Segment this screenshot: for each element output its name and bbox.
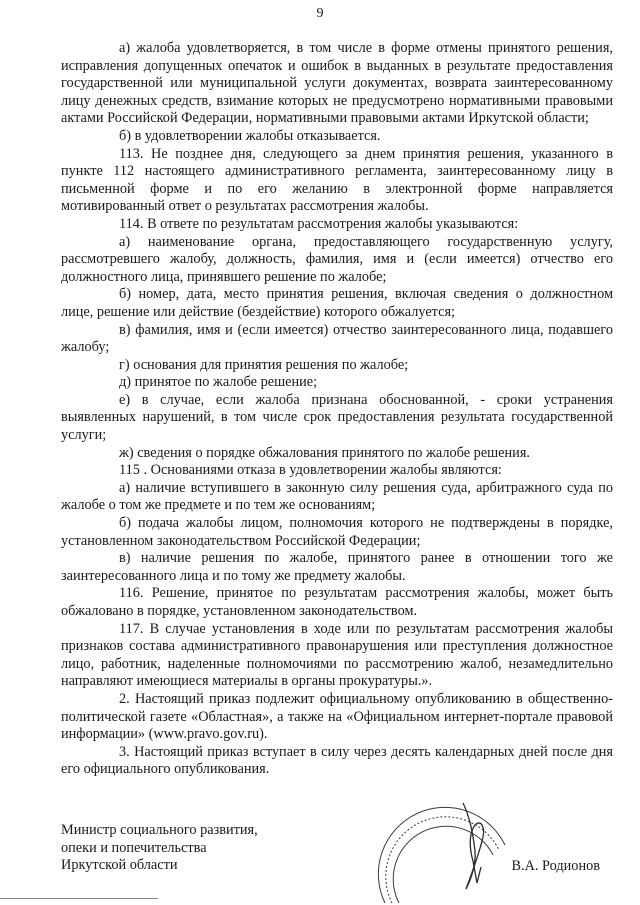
paragraph: 114. В ответе по результатам рассмотрения жалобы указываются: xyxy=(119,215,519,232)
paragraph: а) наименование органа, предоставляющего государственную услугу, рассмотревшего жалобу, должность, фамилия, имя и (если имеется) отчество его должностного лица, принявшего решение по жалобе; xyxy=(61,233,613,285)
paragraph: 115 . Основаниями отказа в удовлетворении жалобы являются: xyxy=(119,462,502,479)
paragraph: 117. В случае установления в ходе или по результатам рассмотрения жалобы признаков состава административного правонарушения или преступления должностное лицо, работник, наделенные полномочиями по рассмотрению жалоб, незамедлительно направляют имеющиеся материалы в органы прокуратуры.». xyxy=(61,620,613,690)
position-line: опеки и попечительства xyxy=(61,839,207,856)
paragraph: 113. Не позднее дня, следующего за днем принятия решения, указанного в пункте 112 настоящего административного регламента, заинтересованному лицу в письменной форме и по его желанию в электронной форме направляется мотивированный ответ о результатах рассмотрения жалобы. xyxy=(61,145,613,215)
seal-outer-ring xyxy=(378,807,505,903)
paragraph: в) наличие решения по жалобе, принятого ранее в отношении того же заинтересованного лица и по тому же предмету жалобы. xyxy=(61,550,613,584)
handwritten-signature xyxy=(463,803,484,889)
paragraph: е) в случае, если жалоба признана обоснованной, - сроки устранения выявленных нарушений, в том числе срок предоставления результата государственной услуги; xyxy=(61,391,613,444)
paragraph: б) в удовлетворении жалобы отказывается. xyxy=(119,127,381,144)
signatory-position xyxy=(61,822,258,875)
paragraph: а) жалоба удовлетворяется, в том числе в форме отмены принятого решения, исправления допущенных опечаток и ошибок в выданных в результате предоставления государственной или муниципальной услуги документах, возврата заинтересованному лицу денежных средств, взимание которых не предусмотрено нормативными правовыми актами Российской Федерации, нормативными правовыми актами Иркутской области; xyxy=(61,40,613,127)
paragraph: 3. Настоящий приказ вступает в силу через десять календарных дней после дня его официального опубликования. xyxy=(61,743,613,778)
page-number: 9 xyxy=(316,6,324,21)
paragraph: а) наличие вступившего в законную силу решения суда, арбитражного суда по жалобе о том же предмете и по тем же основаниям; xyxy=(61,479,613,514)
paragraph: 2. Настоящий приказ подлежит официальному опубликованию в общественно-политической газете «Областная», а также на «Официальном интернет-портале правовой информации» (www.pravo.gov.ru). xyxy=(61,690,613,743)
document-body xyxy=(61,40,613,779)
paragraph: ж) сведения о порядке обжалования принятого по жалобе решения. xyxy=(119,444,530,461)
paragraph: б) номер, дата, место принятия решения, включая сведения о должностном лице, решение или действие (бездействие) которого обжалуется; xyxy=(61,286,613,320)
paragraph: г) основания для принятия решения по жалобе; xyxy=(119,356,409,373)
paragraph: в) фамилия, имя и (если имеется) отчество заинтересованного лица, подавшего жалобу; xyxy=(61,321,613,356)
signatory-name: В.А. Родионов xyxy=(511,858,600,874)
position-line: Министр социального развития, xyxy=(61,822,258,838)
paragraph: д) принятое по жалобе решение; xyxy=(119,374,318,391)
position-line: Иркутской области xyxy=(61,857,178,874)
paragraph: 116. Решение, принятое по результатам рассмотрения жалобы, может быть обжаловано в порядке, установленном законодательством. xyxy=(61,585,613,619)
seal-band xyxy=(386,817,499,903)
footer-divider xyxy=(0,898,158,899)
official-seal-stamp xyxy=(365,785,515,905)
paragraph: б) подача жалобы лицом, полномочия которого не подтверждены в порядке, установленном законодательством Российской Федерации; xyxy=(61,515,613,549)
seal-inner-ring xyxy=(393,826,493,903)
